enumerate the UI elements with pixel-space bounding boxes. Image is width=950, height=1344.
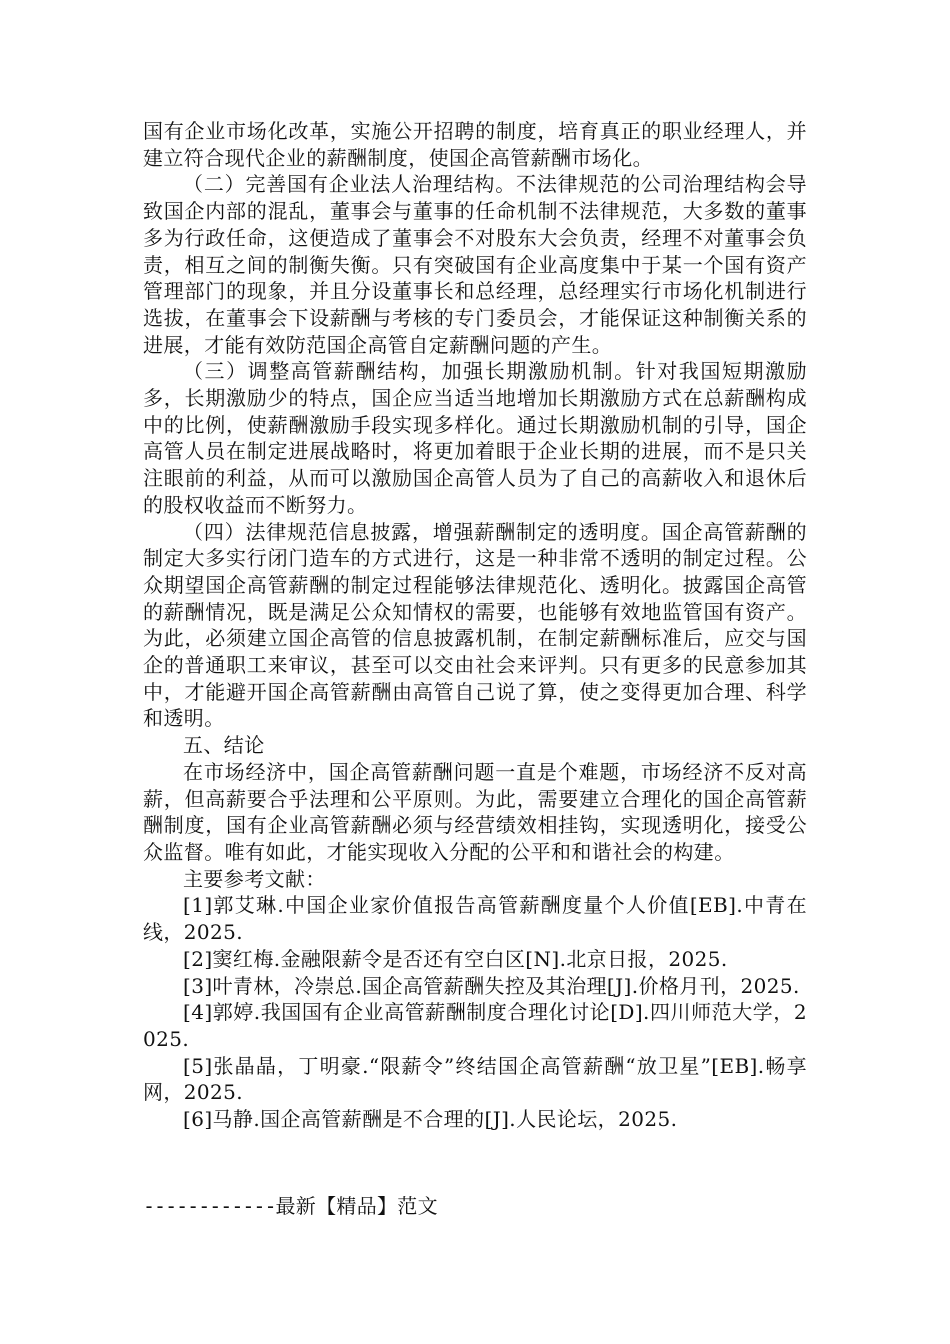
reference-item: [3]叶青林，冷崇总.国企高管薪酬失控及其治理[J].价格月刊，2025. — [183, 973, 800, 998]
paragraph-conclusion: 在市场经济中，国企高管薪酬问题一直是个难题，市场经济不反对高薪，但高薪要合乎法理和公平原则。为此，需要建立合理化的国企高管薪酬制度，国有企业高管薪酬必须与经营绩效相挂钩，实现透明化，接受公众监督。唯有如此，才能实现收入分配的公平和和谐社会的构建。 — [143, 759, 807, 864]
reference-item: [1]郭艾琳.中国企业家价值报告高管薪酬度量个人价值[EB].中青在线，2025. — [143, 893, 807, 945]
footer-dashes: ------------ — [143, 1194, 276, 1218]
paragraph-incentive: （三）调整高管薪酬结构，加强长期激励机制。针对我国短期激励多，长期激励少的特点，国企应当适当地增加长期激励方式在总薪酬构成中的比例，使薪酬激励手段实现多样化。通过长期激励机制的引导，国企高管人员在制定进展战略时，将更加着眼于企业长期的进展，而不是只关注眼前的利益，从而可以激励国企高管人员为了自己的高薪收入和退休后的股权收益而不断努力。 — [143, 359, 807, 517]
document-body — [143, 118, 807, 1133]
reference-item: [5]张晶晶，丁明豪.“限薪令”终结国企高管薪酬“放卫星”[EB].畅享网，2025. — [143, 1053, 807, 1105]
paragraph-disclosure: （四）法律规范信息披露，增强薪酬制定的透明度。国企高管薪酬的制定大多实行闭门造车的方式进行，这是一种非常不透明的制定过程。公众期望国企高管薪酬的制定过程能够法律规范化、透明化。披露国企高管的薪酬情况，既是满足公众知情权的需要，也能够有效地监管国有资产。为此，必须建立国企高管的信息披露机制，在制定薪酬标准后，应交与国企的普通职工来审议，甚至可以交由社会来评判。只有更多的民意参加其中，才能避开国企高管薪酬由高管自己说了算，使之变得更加合理、科学和透明。 — [143, 519, 807, 731]
reference-item: [6]马静.国企高管薪酬是不合理的[J].人民论坛，2025. — [183, 1107, 678, 1132]
section-heading-conclusion: 五、结论 — [183, 733, 265, 758]
footer-text: 最新【精品】范文 — [275, 1194, 438, 1218]
paragraph-governance: （二）完善国有企业法人治理结构。不法律规范的公司治理结构会导致国企内部的混乱，董事会与董事的任命机制不法律规范，大多数的董事多为行政任命，这便造成了董事会不对股东大会负责，经理不对董事会负责，相互之间的制衡失衡。只有突破国有企业高度集中于某一个国有资产管理部门的现象，并且分设董事长和总经理，总经理实行市场化机制进行选拔，在董事会下设薪酬与考核的专门委员会，才能保证这种制衡关系的进展，才能有效防范国企高管自定薪酬问题的产生。 — [143, 172, 807, 357]
paragraph-intro: 国有企业市场化改革，实施公开招聘的制度，培育真正的职业经理人，并建立符合现代企业的薪酬制度，使国企高管薪酬市场化。 — [143, 119, 807, 170]
reference-item: [4]郭婷.我国国有企业高管薪酬制度合理化讨论[D].四川师范大学，2025. — [143, 1000, 807, 1051]
page-footer — [143, 1192, 438, 1220]
references-heading: 主要参考文献： — [183, 866, 326, 891]
reference-item: [2]窦红梅.金融限薪令是否还有空白区[N].北京日报，2025. — [183, 946, 728, 971]
